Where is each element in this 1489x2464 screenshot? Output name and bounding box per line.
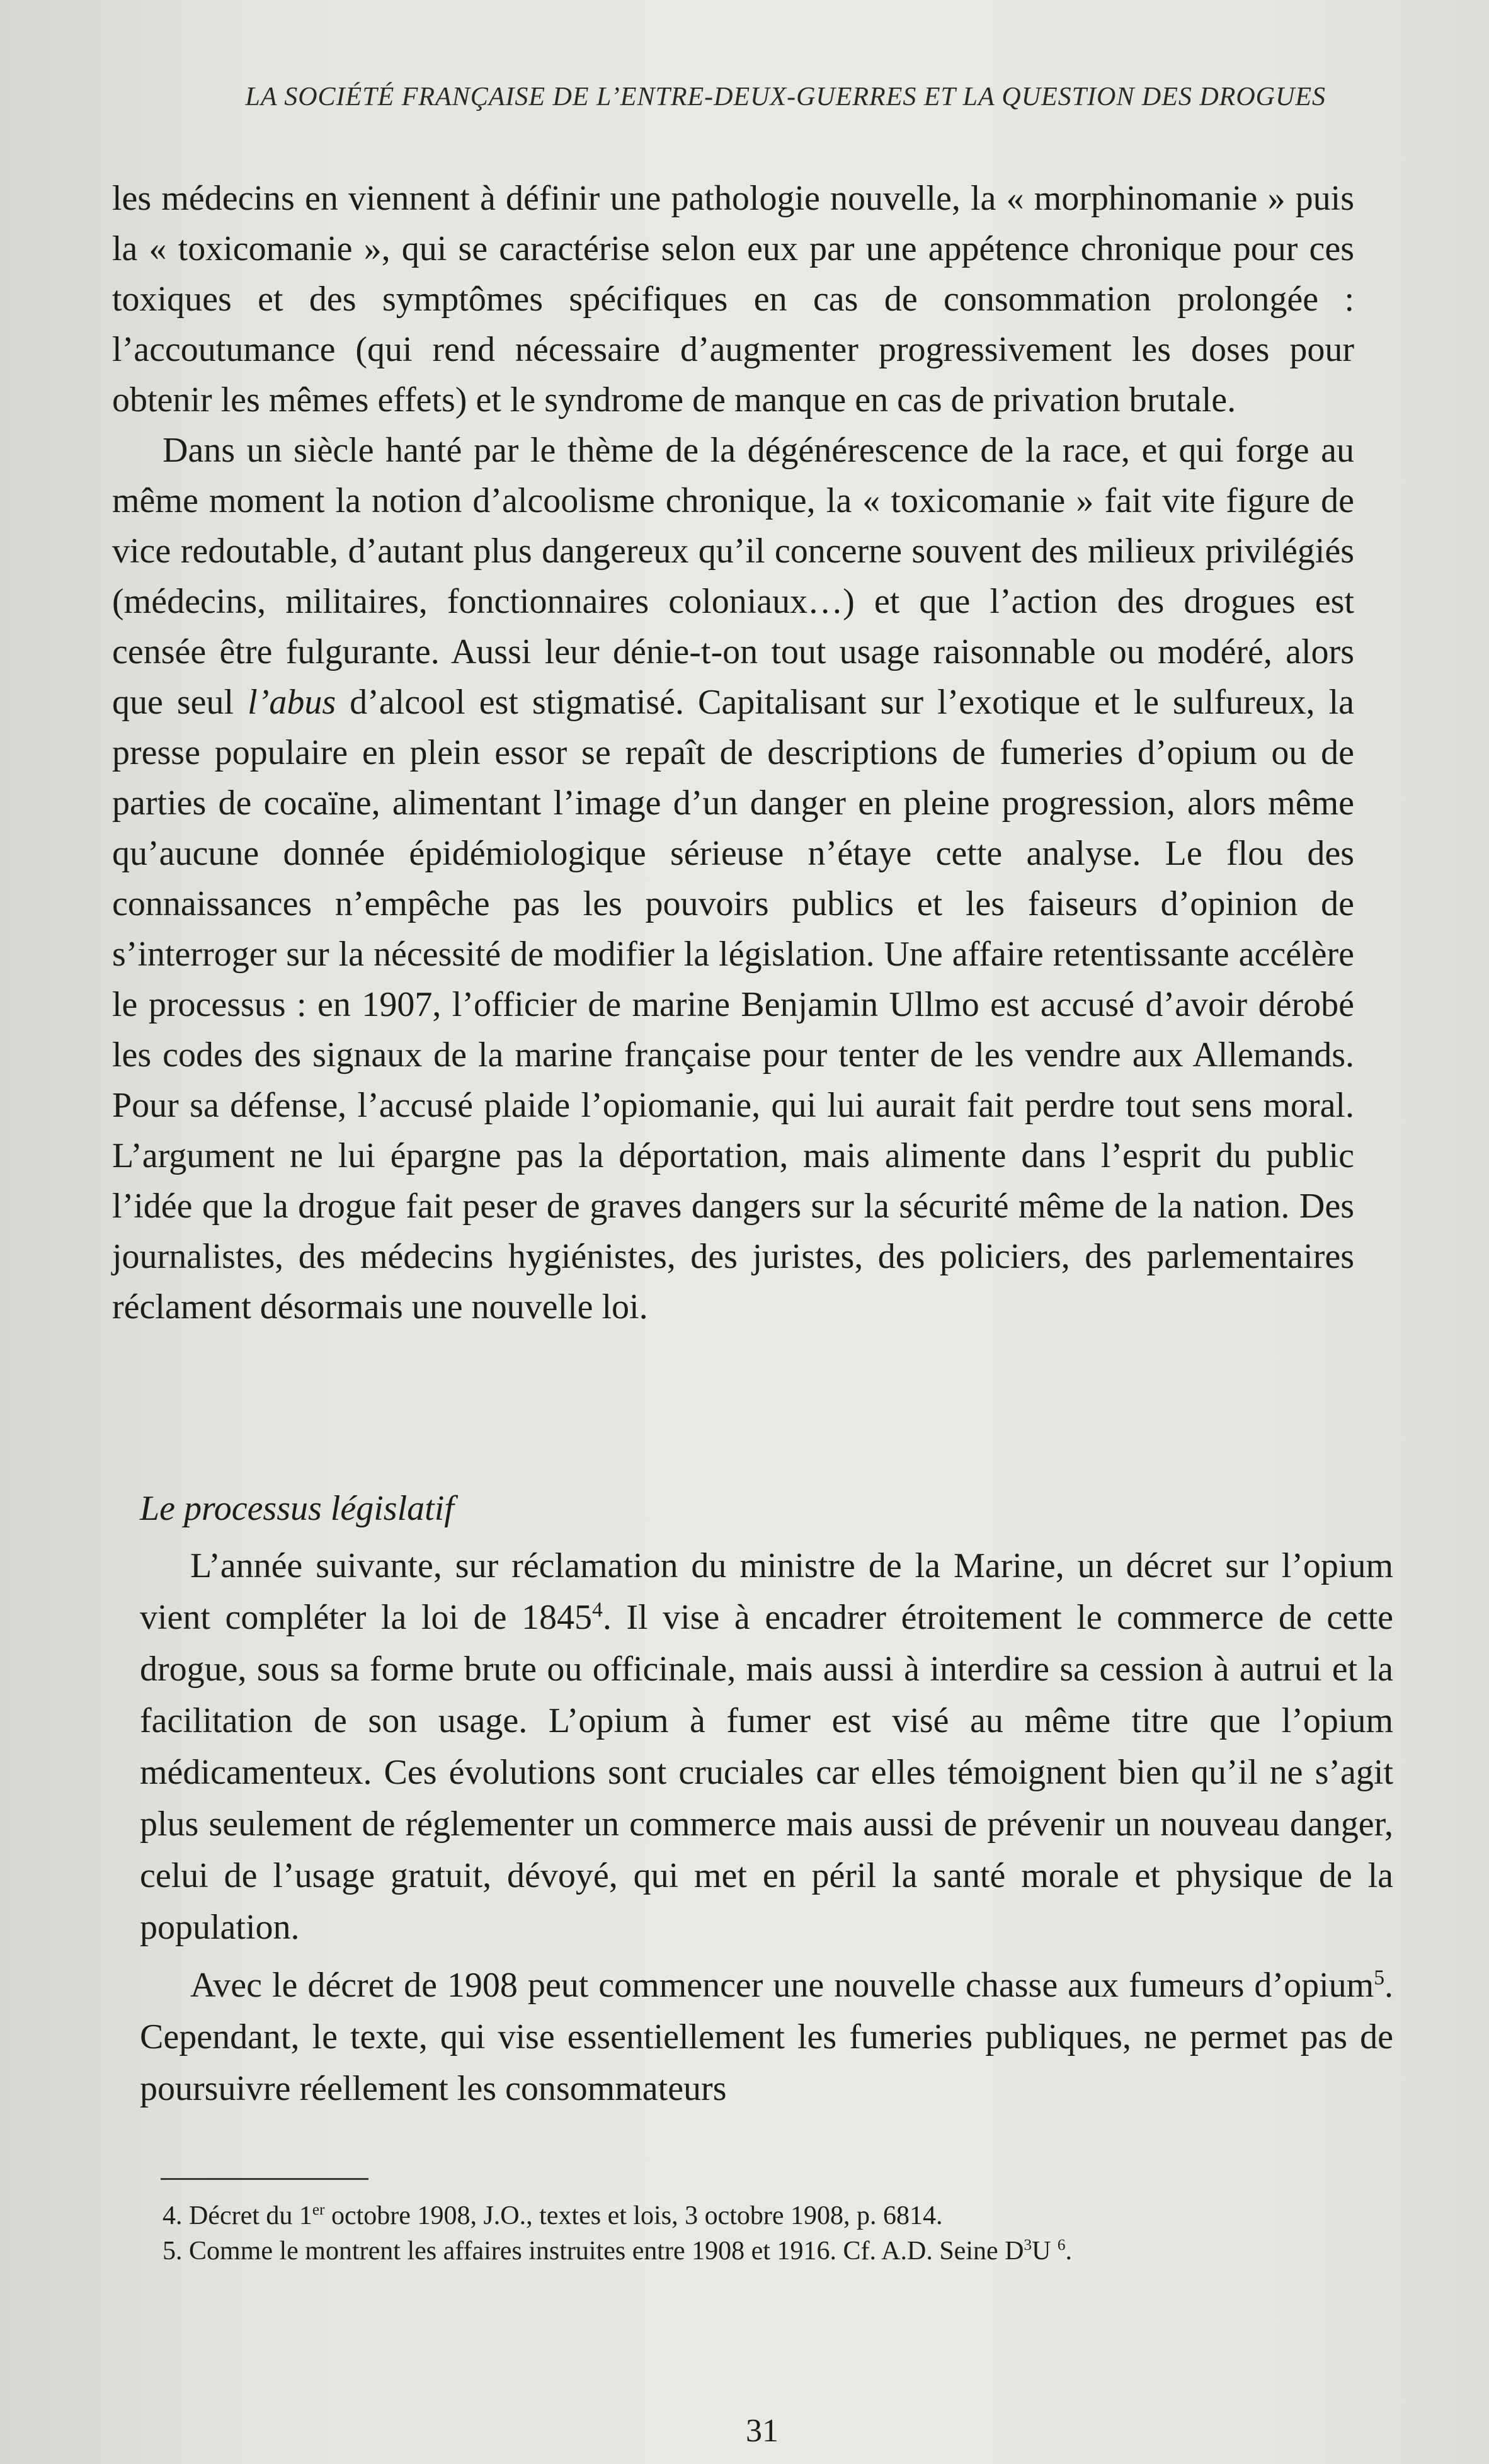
paragraph-2-italic: l’abus (248, 683, 336, 722)
page-number: 31 (746, 2413, 779, 2449)
footnotes (163, 2198, 1359, 2269)
paragraph-4 (140, 1959, 1393, 2114)
footnote-4 (163, 2198, 1359, 2233)
footnote-ref-4: 4 (592, 1598, 603, 1622)
footnote-5-sup-b: 6 (1057, 2237, 1066, 2254)
footnote-5-text-a: 5. Comme le montrent les affaires instruites entre 1908 et 1916. Cf. A.D. Seine D (163, 2237, 1024, 2266)
paragraph-3 (140, 1540, 1393, 1953)
paragraph-3-text-a: L’année suivante, sur réclamation du ministre de la Marine, un décret sur l’opium vient compléter la loi de 1845 (140, 1546, 1393, 1637)
footnote-divider (161, 2178, 368, 2180)
running-head: LA SOCIÉTÉ FRANÇAISE DE L’ENTRE-DEUX-GUERRES ET LA QUESTION DES DROGUES (245, 83, 1326, 111)
footnote-5-text-c: . (1065, 2237, 1072, 2266)
body-text-top (112, 173, 1354, 1332)
paragraph-4-text-a: Avec le décret de 1908 peut commencer une nouvelle chasse aux fumeurs d’opium (190, 1966, 1374, 2005)
paragraph-2 (112, 425, 1354, 1332)
body-text-bottom (140, 1540, 1393, 2114)
footnote-5-sup-a: 3 (1024, 2237, 1032, 2254)
footnote-4-text-b: octobre 1908, J.O., textes et lois, 3 octobre 1908, p. 6814. (324, 2201, 943, 2230)
footnote-4-text-a: 4. Décret du 1 (163, 2201, 312, 2230)
section-title: Le processus législatif (140, 1489, 454, 1528)
footnote-5 (163, 2233, 1359, 2269)
paragraph-1: les médecins en viennent à définir une pathologie nouvelle, la « morphinomanie » puis la « toxicomanie », qui se caractérise selon eux par une appétence chronique pour ces toxiques et des symptômes spécifiques en cas de consommation prolongée : l’accoutumance (qui rend nécessaire d’augmenter progressivement les doses pour obtenir les mêmes effets) et le syndrome de manque en cas de privation brutale. (112, 179, 1354, 419)
footnote-4-sup: er (312, 2201, 325, 2218)
paragraph-4-text-b: . Cependant, le texte, qui vise essentiellement les fumeries publiques, ne permet pas de poursuivre réellement les consommateurs (140, 1966, 1393, 2108)
paragraph-2-text-b: d’alcool est stigmatisé. Capitalisant sur l’exotique et le sulfureux, la presse populaire en plein essor se repaît de descriptions de fumeries d’opium ou de parties de cocaïne, alimentant l’image d’un danger en pleine progression, alors même qu’aucune donnée épidémiologique sérieuse n’étaye cette analyse. Le flou des connaissances n’empêche pas les pouvoirs publics et les faiseurs d’opinion de s’interroger sur la nécessité de modifier la législation. Une affaire retentissante accélère le processus : en 1907, l’officier de marine Benjamin Ullmo est accusé d’avoir dérobé les codes des signaux de la marine française pour tenter de les vendre aux Allemands. Pour sa défense, l’accusé plaide l’opiomanie, qui lui aurait fait perdre tout sens moral. L’argument ne lui épargne pas la déportation, mais alimente dans l’esprit du public l’idée que la drogue fait peser de graves dangers sur la sécurité même de la nation. Des journalistes, des médecins hygiénistes, des juristes, des policiers, des parlementaires réclament désormais une nouvelle loi. (112, 683, 1355, 1326)
footnote-ref-5: 5 (1374, 1966, 1384, 1990)
paragraph-3-text-b: . Il vise à encadrer étroitement le commerce de cette drogue, sous sa forme brute ou officinale, mais aussi à interdire sa cession à autrui et la facilitation de son usage. L’opium à fumer est visé au même titre que l’opium médicamenteux. Ces évolutions sont cruciales car elles témoignent bien qu’il ne s’agit plus seulement de réglementer un commerce mais aussi de prévenir un nouveau danger, celui de l’usage gratuit, dévoyé, qui met en péril la santé morale et physique de la population. (140, 1598, 1394, 1947)
footnote-5-text-b: U (1032, 2237, 1058, 2266)
paragraph-2-text-a: Dans un siècle hanté par le thème de la dégénérescence de la race, et qui forge au même moment la notion d’alcoolisme chronique, la « toxicomanie » fait vite figure de vice redoutable, d’autant plus dangereux qu’il concerne souvent des milieux privilégiés (médecins, militaires, fonctionnaires coloniaux…) et que l’action des drogues est censée être fulgurante. Aussi leur dénie-t-on tout usage raisonnable ou modéré, alors que seul (112, 431, 1354, 722)
